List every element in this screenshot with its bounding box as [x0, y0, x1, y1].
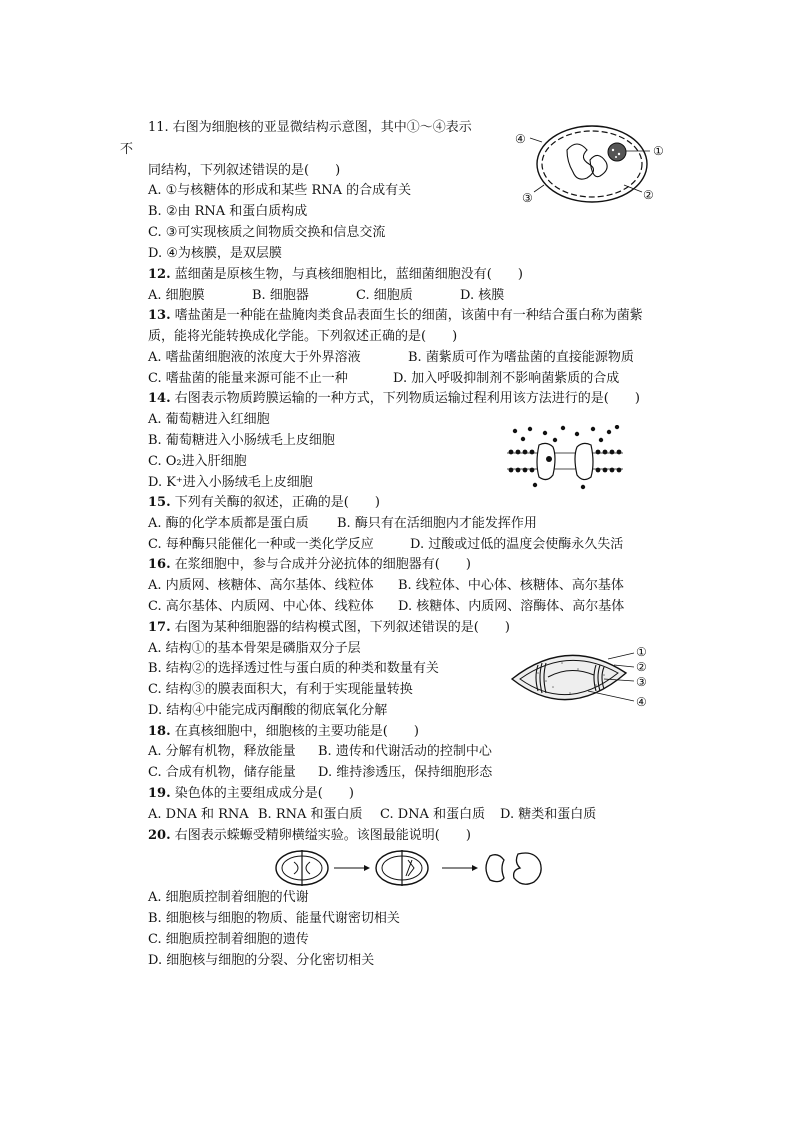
q17-option-a: A. 结构①的基本骨架是磷脂双分子层	[148, 641, 361, 656]
q18-option-b: B. 遗传和代谢活动的控制中心	[318, 744, 492, 759]
q11-stem-line1: 11. 右图为细胞核的亚显微结构示意图，其中①～④表示	[148, 120, 472, 135]
q14-option-d: D. K⁺进入小肠绒毛上皮细胞	[148, 475, 313, 490]
q15-stem	[148, 494, 380, 512]
q11-stem-line2: 同结构，下列叙述错误的是( )	[148, 163, 341, 178]
q16-option-a: A. 内质网、核糖体、高尔基体、线粒体	[148, 578, 374, 593]
q20-number: 20.	[148, 828, 171, 843]
q16-number: 16.	[148, 557, 171, 572]
q15-option-b: B. 酶只有在活细胞内才能发挥作用	[337, 516, 537, 531]
q17-option-c: C. 结构③的膜表面积大，有利于实现能量转换	[148, 682, 413, 697]
membrane-transport-figure	[505, 425, 625, 495]
q19-stem-text: 染色体的主要组成成分是( )	[170, 786, 354, 801]
q15-stem-text: 下列有关酶的叙述，正确的是( )	[170, 495, 380, 510]
q19-option-c: C. DNA 和蛋白质	[380, 807, 486, 822]
q20-option-b: B. 细胞核与细胞的物质、能量代谢密切相关	[148, 911, 400, 926]
q16-option-d: D. 核糖体、内质网、溶酶体、高尔基体	[398, 599, 625, 614]
q14-option-a: A. 葡萄糖进入红细胞	[148, 412, 270, 427]
nucleus-label-1: ①	[653, 144, 664, 158]
salamander-egg-figure	[272, 848, 562, 888]
q17-option-d: D. 结构④中能完成丙酮酸的彻底氧化分解	[148, 703, 388, 718]
q18-option-a: A. 分解有机物，释放能量	[148, 744, 296, 759]
q13-stem-line2: 质，能将光能转换成化学能。下列叙述正确的是( )	[148, 329, 458, 344]
q14-option-c: C. O₂进入肝细胞	[148, 454, 247, 469]
q19-stem	[148, 785, 354, 803]
mito-label-3: ③	[636, 675, 647, 689]
q12-option-d: D. 核膜	[460, 288, 505, 303]
q19-option-d: D. 糖类和蛋白质	[500, 807, 597, 822]
q14-stem	[148, 390, 640, 408]
nucleus-label-3: ③	[522, 191, 533, 205]
q13-stem	[148, 307, 643, 325]
q18-stem	[148, 723, 419, 741]
q15-option-a: A. 酶的化学本质都是蛋白质	[148, 516, 309, 531]
q20-stem	[148, 827, 471, 845]
q13-option-c: C. 嗜盐菌的能量来源可能不止一种	[148, 371, 348, 386]
margin-char: 不	[120, 142, 134, 157]
q11-option-d: D. ④为核膜，是双层膜	[148, 246, 282, 261]
q18-number: 18.	[148, 724, 171, 739]
q18-option-d: D. 维持渗透压，保持细胞形态	[318, 765, 493, 780]
q17-stem-text: 右图为某种细胞器的结构模式图，下列叙述错误的是( )	[170, 620, 510, 635]
mitochondrion-figure	[508, 643, 683, 713]
q11-option-a: A. ①与核糖体的形成和某些 RNA 的合成有关	[148, 183, 412, 198]
q20-option-a: A. 细胞质控制着细胞的代谢	[148, 890, 309, 905]
q17-number: 17.	[148, 620, 171, 635]
nucleus-label-2: ②	[643, 188, 654, 202]
q18-stem-text: 在真核细胞中，细胞核的主要功能是( )	[170, 724, 419, 739]
q18-option-c: C. 合成有机物，储存能量	[148, 765, 296, 780]
q16-option-c: C. 高尔基体、内质网、中心体、线粒体	[148, 599, 374, 614]
q11-option-b: B. ②由 RNA 和蛋白质构成	[148, 204, 308, 219]
q13-option-a: A. 嗜盐菌细胞液的浓度大于外界溶液	[148, 350, 361, 365]
mito-label-2: ②	[636, 660, 647, 674]
q20-stem-text: 右图表示蝾螈受精卵横缢实验。该图最能说明( )	[170, 828, 471, 843]
q19-number: 19.	[148, 786, 171, 801]
q12-stem	[148, 266, 523, 284]
q13-option-d: D. 加入呼吸抑制剂不影响菌紫质的合成	[393, 371, 620, 386]
mito-label-1: ①	[636, 645, 647, 659]
q16-option-b: B. 线粒体、中心体、核糖体、高尔基体	[398, 578, 624, 593]
q16-stem-text: 在浆细胞中，参与合成并分泌抗体的细胞器有( )	[170, 557, 471, 572]
q15-number: 15.	[148, 495, 171, 510]
q20-option-c: C. 细胞质控制着细胞的遗传	[148, 932, 309, 947]
q11-option-c: C. ③可实现核质之间物质交换和信息交流	[148, 225, 386, 240]
q13-option-b: B. 菌紫质可作为嗜盐菌的直接能源物质	[408, 350, 634, 365]
mito-label-4: ④	[636, 695, 647, 709]
q14-option-b: B. 葡萄糖进入小肠绒毛上皮细胞	[148, 433, 335, 448]
q13-stem-text: 嗜盐菌是一种能在盐腌肉类食品表面生长的细菌，该菌中有一种结合蛋白称为菌紫	[170, 308, 643, 323]
q17-option-b: B. 结构②的选择透过性与蛋白质的种类和数量有关	[148, 661, 439, 676]
q15-option-c: C. 每种酶只能催化一种或一类化学反应	[148, 537, 374, 552]
q20-option-d: D. 细胞核与细胞的分裂、分化密切相关	[148, 953, 375, 968]
q19-option-a: A. DNA 和 RNA	[148, 807, 249, 822]
nucleus-figure	[512, 120, 672, 210]
q19-option-b: B. RNA 和蛋白质	[258, 807, 363, 822]
nucleus-label-4: ④	[515, 132, 526, 146]
q16-stem	[148, 556, 471, 574]
q12-option-b: B. 细胞器	[252, 288, 309, 303]
q14-number: 14.	[148, 391, 171, 406]
q12-option-a: A. 细胞膜	[148, 288, 205, 303]
q12-option-c: C. 细胞质	[356, 288, 413, 303]
q12-stem-text: 蓝细菌是原核生物，与真核细胞相比，蓝细菌细胞没有( )	[170, 267, 523, 282]
q13-number: 13.	[148, 308, 171, 323]
q15-option-d: D. 过酸或过低的温度会使酶永久失活	[410, 537, 624, 552]
q17-stem	[148, 619, 510, 637]
q12-number: 12.	[148, 267, 171, 282]
q14-stem-text: 右图表示物质跨膜运输的一种方式，下列物质运输过程利用该方法进行的是( )	[170, 391, 640, 406]
